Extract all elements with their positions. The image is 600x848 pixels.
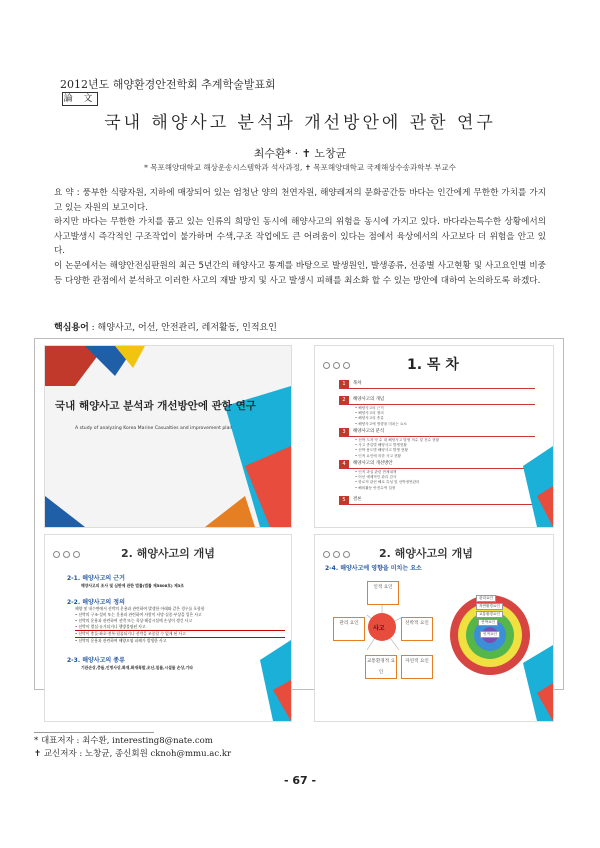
factor-node: 자연적 요인: [401, 655, 433, 679]
toc-title: 1. 목 차: [407, 357, 459, 373]
toc-sub: • 해양사고의 종류: [355, 416, 384, 421]
footnote-co-author: ✝ 교신저자 : 노창균, 종신회원 cknoh@mmu.ac.kr: [34, 749, 232, 759]
slide-text: • 선박이 멸실·유기되거나 행방불명된 사고: [75, 624, 285, 631]
toc-item: [339, 380, 535, 389]
toc-label: 해양사고의 개념: [353, 397, 385, 402]
slide-decoration: [45, 346, 291, 527]
factor-node: 선박적 요인: [401, 617, 433, 641]
keywords-label: 핵심용어: [54, 323, 89, 333]
slide-text: • 선박의 운용과 관련하여 해양오염 피해가 발생한 사고: [75, 638, 167, 643]
dot-icon: [53, 551, 60, 558]
slide-concept: [44, 534, 292, 722]
slide-title-subtitle: A study of analyzing Korea Marine Casualties and improvement plan: [75, 426, 233, 431]
slide-text: • 선박의 구조·설비 또는 운용과 관련하여 사람이 사망·실종·부상을 입은 사고: [75, 612, 202, 617]
slide-section-title: 2. 해양사고의 개념: [379, 547, 473, 560]
toc-subitems: [355, 406, 407, 427]
abstract: [54, 186, 546, 288]
dot-icon: [323, 362, 330, 369]
slide-dots: [53, 543, 83, 562]
ring-label: 선박요인: [478, 619, 498, 626]
abstract-paragraph-1: 요 약 : 풍부한 식량자원, 지하에 매장되어 있는 엄청난 양의 천연자원, 해양레저의 문화공간등 바다는 인간에게 무한한 가치를 가지고 있는 자원의 보고이다.: [54, 188, 546, 213]
toc-sub: • 인적 과실 관련 면제대책: [355, 470, 397, 474]
toc-num: 2: [339, 396, 349, 404]
slide-toc: [314, 345, 554, 528]
toc-num: 1: [339, 380, 349, 388]
factor-node: 관리 요인: [333, 617, 365, 641]
toc-sub: • 어선 예제적인 관리 감사: [355, 475, 397, 480]
ring-label: 인적요인: [480, 631, 500, 638]
factor-node: 인적 요인: [367, 581, 399, 605]
slide-subheading: 2-1. 해양사고의 근거: [67, 575, 125, 582]
slide-subheading: 2-2. 해양사고의 정의: [67, 599, 125, 606]
page-number: - 67 -: [283, 774, 317, 787]
toc-subitems: [355, 438, 439, 459]
abstract-paragraph-2: 하지만 바다는 무한한 가치를 품고 있는 인류의 희망인 동시에 해양사고의 위험을 동시에 가지고 있다. 바다라는특수한 상황에서의 사고발생시 즉각적인 구조작업이 불가하며 수색,구조 작업에도 큰 어려움이 있다는 점에서 육상에서의 사고보다 더 위험을 안고 있다.: [54, 217, 546, 257]
abstract-paragraph-3: 이 논문에서는 해양안전심판원의 최근 5년간의 해양사고 통계를 바탕으로 발생원인, 발생종류, 선종별 사고현황 및 사고요인별 비중등 다양한 관점에서 분석하고 이러한 사고의 재발 방지 및 사고 발생시 피해를 최소화 할 수 있는 방안에 대하여 논의하도록 하겠다.: [54, 260, 546, 286]
toc-label: 해양사고의 개선방안: [353, 461, 393, 466]
toc-label: 해양사고의 분석: [353, 429, 385, 434]
slide-text: 해양 및 내수면에서 선박의 운용과 관련하여 발생한 아래와 같은 경우를 포함함: [75, 606, 205, 611]
slide-factors: [314, 534, 554, 722]
ring-label: 교통환경요인: [476, 611, 503, 618]
keywords-text: : 해양사고, 어선, 안전관리, 레저활동, 인적요인: [88, 323, 277, 333]
dot-icon: [73, 551, 80, 558]
toc-sub: • 인적 요인에 의한 사고 현황: [355, 453, 402, 458]
toc-item: [339, 460, 535, 469]
dot-icon: [63, 551, 70, 558]
toc-sub: • 해양사고에 영향을 미치는 요소: [355, 421, 407, 426]
factor-node: 교통환경적 요인: [365, 655, 397, 679]
center-label: 사고: [373, 625, 385, 632]
affiliations: * 목포해양대학교 해상운송시스템학과 석사과정, ✝ 목포해양대학교 국제해상수송과학부 부교수: [144, 163, 456, 172]
slide-subheading: 2-3. 해양사고의 종류: [67, 657, 125, 664]
conference-header: 2012년도 해양환경안전학회 추계학술발표회: [60, 78, 276, 91]
toc-sub: • 선박 용도별 해양사고 발생 현황: [355, 448, 408, 453]
paper-title: 국내 해양사고 분석과 개선방안에 관한 연구: [104, 113, 496, 133]
toc-label: 목차: [353, 381, 362, 386]
toc-item: [339, 428, 535, 437]
toc-num: 5: [339, 496, 349, 504]
slide-text-block: [75, 606, 285, 644]
toc-sub: • 선박 도착 약 수 대 해양사고 발생 척수 및 건수 현황: [355, 438, 440, 442]
footnotes: [34, 732, 232, 761]
ring-label: 자연환경요인: [476, 603, 503, 610]
slide-text: 해양사고의 조사 및 심판에 관한 법률(법률 제5808호) 제3조: [81, 583, 184, 588]
toc-item: [339, 496, 535, 505]
authors: 최수환* · ✝ 노창균: [253, 147, 347, 160]
toc-label: 결론: [353, 497, 362, 502]
slide-text: • 선박이 충돌·좌초·전복·침몰되거나 선박을 조종할 수 없게 된 사고: [75, 631, 285, 638]
toc-sub: • 항로적 관선 해로 특성 및 선박정연관리: [355, 480, 420, 485]
toc-num: 4: [339, 460, 349, 468]
slide-text: • 선박의 운용과 관련하여 선박 또는 육상·해상시설에 손상이 생긴 사고: [75, 618, 193, 623]
slide-section-title: 2. 해양사고의 개념: [121, 547, 215, 560]
toc-item: [339, 396, 535, 405]
slide-title-text: 국내 해양사고 분석과 개선방안에 관한 연구: [55, 400, 256, 412]
toc-sub: • 해양사고의 근거: [355, 406, 384, 410]
toc-subitems: [355, 470, 420, 491]
slide-text: 기관손상,충돌,인명사상,화재,화재폭발,조난,침몰,시설물 손상,기타: [81, 665, 193, 670]
toc-sub: • 해양사고의 정의: [355, 411, 384, 416]
slide-dots: [323, 354, 353, 373]
toc-sub: • 사고 종류별 해양사고 발생현황: [355, 443, 407, 448]
paper-type-badge: 論 文: [63, 94, 97, 104]
toc-num: 3: [339, 428, 349, 436]
keywords: [54, 320, 277, 333]
ring-label: 관리요인: [476, 595, 496, 602]
slide-subheading: 2-4. 해양사고에 영향을 미치는 요소: [325, 565, 422, 572]
slide-title: [44, 345, 292, 528]
footnote-corresponding-author: * 대표저자 : 최수환, interesting8@nate.com: [34, 736, 213, 746]
toc-sub: • 해외활동 안전수역 설정: [355, 485, 396, 490]
dot-icon: [333, 362, 340, 369]
dot-icon: [343, 362, 350, 369]
